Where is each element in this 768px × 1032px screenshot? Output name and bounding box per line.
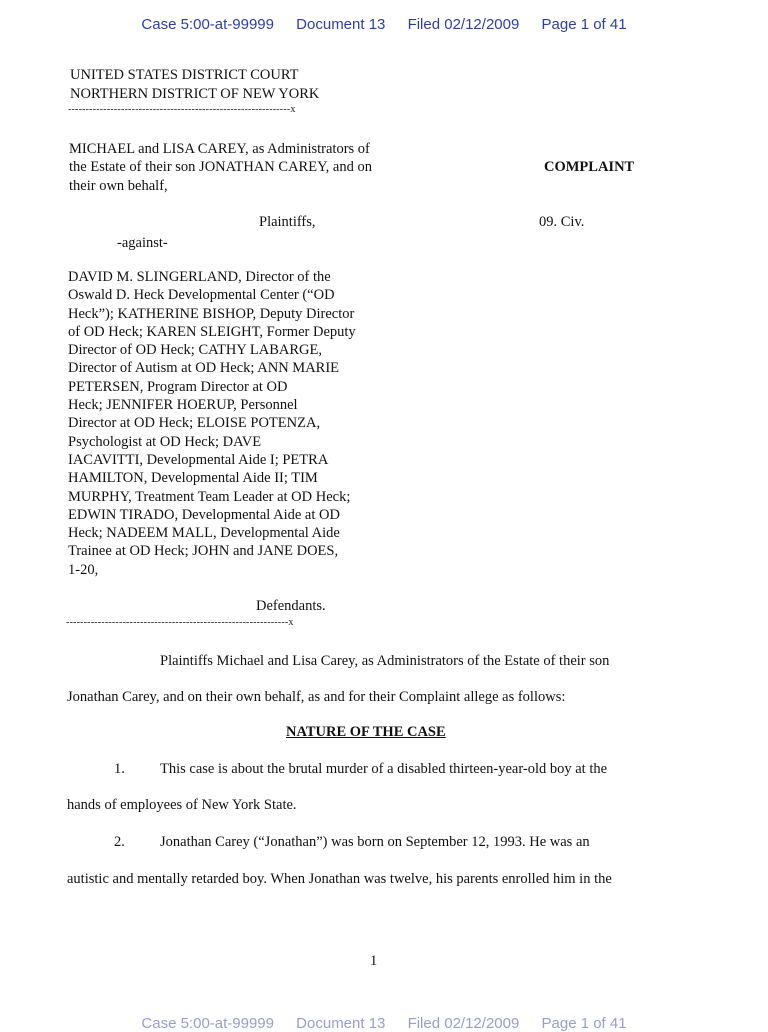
paragraph-line: hands of employees of New York State. bbox=[67, 797, 297, 813]
defendants-label: Defendants. bbox=[256, 598, 326, 614]
defendants-line: Heck”); KATHERINE BISHOP, Deputy Director bbox=[68, 305, 355, 322]
intro-line: Jonathan Carey, and on their own behalf, as and for their Complaint allege as follows: bbox=[67, 689, 566, 705]
court-caption bbox=[70, 66, 319, 104]
document-number: Document 13 bbox=[296, 16, 386, 33]
plaintiffs-label: Plaintiffs, bbox=[259, 214, 316, 230]
defendants-line: IACAVITTI, Developmental Aide I; PETRA bbox=[68, 451, 329, 468]
defendants-block bbox=[68, 268, 398, 579]
court-district: NORTHERN DISTRICT OF NEW YORK bbox=[70, 86, 320, 102]
defendants-line: 1-20, bbox=[68, 561, 99, 578]
ecf-header bbox=[0, 16, 768, 33]
court-name: UNITED STATES DISTRICT COURT bbox=[70, 67, 299, 83]
page-indicator: Page 1 of 41 bbox=[541, 16, 627, 33]
defendants-line: DAVID M. SLINGERLAND, Director of the bbox=[68, 269, 331, 285]
defendants-line: Heck; JENNIFER HOERUP, Personnel bbox=[68, 397, 298, 414]
defendants-line: HAMILTON, Developmental Aide II; TIM bbox=[68, 470, 318, 487]
case-number: Case 5:00-at-99999 bbox=[141, 16, 274, 33]
page-indicator: Page 1 of 41 bbox=[541, 1015, 627, 1032]
defendants-line: Director of OD Heck; CATHY LABARGE, bbox=[68, 342, 322, 359]
page-number: 1 bbox=[370, 953, 378, 969]
paragraph-line: autistic and mentally retarded boy. When Jonathan was twelve, his parents enrolled him in the bbox=[67, 871, 612, 887]
defendants-line: Director of Autism at OD Heck; ANN MARIE bbox=[68, 360, 340, 377]
section-heading: NATURE OF THE CASE bbox=[286, 724, 446, 740]
against-label: -against- bbox=[117, 235, 168, 251]
defendants-line: of OD Heck; KAREN SLEIGHT, Former Deputy bbox=[68, 323, 356, 340]
defendants-line: Oswald D. Heck Developmental Center (“OD bbox=[68, 287, 335, 304]
caption-separator-bottom: ---------------------------------------------------------------x bbox=[66, 617, 294, 628]
caption-separator-top: ---------------------------------------------------------------x bbox=[68, 104, 296, 115]
filed-date: Filed 02/12/2009 bbox=[407, 1015, 520, 1032]
paragraph-number: 1. bbox=[114, 761, 125, 777]
civ-number: 09. Civ. bbox=[539, 214, 585, 230]
paragraph-number: 2. bbox=[114, 834, 125, 850]
defendants-line: Heck; NADEEM MALL, Developmental Aide bbox=[68, 525, 340, 542]
defendants-line: Psychologist at OD Heck; DAVE bbox=[68, 433, 262, 450]
intro-line: Plaintiffs Michael and Lisa Carey, as Administrators of the Estate of their son bbox=[160, 653, 610, 669]
document-type: COMPLAINT bbox=[544, 159, 635, 175]
defendants-line: MURPHY, Treatment Team Leader at OD Heck; bbox=[68, 488, 351, 505]
filed-date: Filed 02/12/2009 bbox=[407, 16, 520, 33]
paragraph-line: This case is about the brutal murder of a disabled thirteen-year-old boy at the bbox=[160, 761, 608, 777]
plaintiffs-line: their own behalf, bbox=[69, 177, 168, 194]
defendants-line: Trainee at OD Heck; JOHN and JANE DOES, bbox=[68, 543, 339, 560]
plaintiffs-block bbox=[69, 140, 414, 195]
defendants-line: Director at OD Heck; ELOISE POTENZA, bbox=[68, 415, 321, 432]
plaintiffs-line: the Estate of their son JONATHAN CAREY, and on bbox=[69, 159, 372, 176]
plaintiffs-line: MICHAEL and LISA CAREY, as Administrators of bbox=[69, 141, 370, 157]
defendants-line: PETERSEN, Program Director at OD bbox=[68, 378, 288, 395]
defendants-line: EDWIN TIRADO, Developmental Aide at OD bbox=[68, 506, 340, 523]
case-number: Case 5:00-at-99999 bbox=[141, 1015, 274, 1032]
paragraph-line: Jonathan Carey (“Jonathan”) was born on September 12, 1993. He was an bbox=[160, 834, 590, 850]
document-number: Document 13 bbox=[296, 1015, 386, 1032]
